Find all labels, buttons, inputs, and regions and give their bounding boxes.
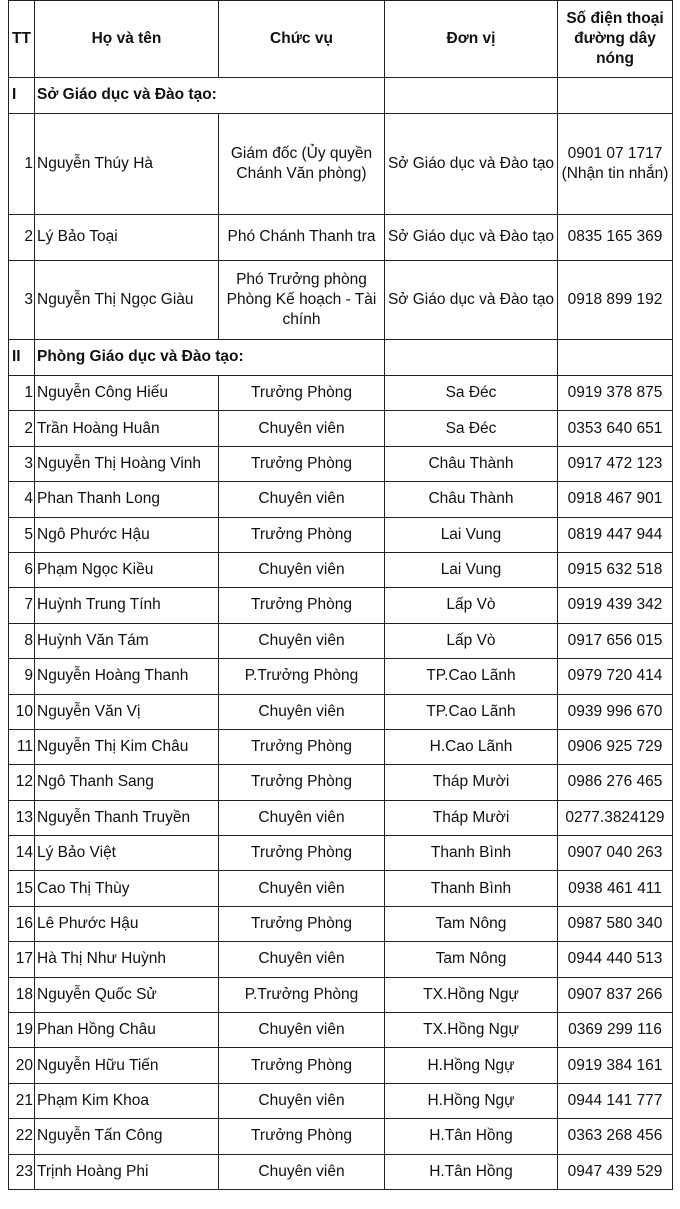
row-position: Chuyên viên — [219, 694, 385, 729]
row-tt: 23 — [9, 1154, 35, 1189]
row-phone: 0277.3824129 — [558, 800, 673, 835]
row-tt: 1 — [9, 376, 35, 411]
header-name: Họ và tên — [35, 1, 219, 78]
row-name: Nguyễn Thị Kim Châu — [35, 729, 219, 764]
table-row — [9, 836, 673, 871]
row-unit: Sở Giáo dục và Đào tạo — [385, 114, 558, 215]
row-name: Lý Bảo Toại — [35, 215, 219, 261]
table-row — [9, 729, 673, 764]
row-tt: 3 — [9, 261, 35, 340]
section-row-1 — [9, 78, 673, 114]
row-position: Trưởng Phòng — [219, 588, 385, 623]
row-unit: Tháp Mười — [385, 765, 558, 800]
table-row — [9, 906, 673, 941]
row-tt: 5 — [9, 517, 35, 552]
row-position: Trưởng Phòng — [219, 1119, 385, 1154]
row-position: P.Trưởng Phòng — [219, 659, 385, 694]
row-position: Chuyên viên — [219, 942, 385, 977]
empty-cell — [385, 340, 558, 376]
row-tt: 18 — [9, 977, 35, 1012]
row-phone: 0363 268 456 — [558, 1119, 673, 1154]
row-phone: 0919 384 161 — [558, 1048, 673, 1083]
row-position: Trưởng Phòng — [219, 446, 385, 481]
row-unit: TX.Hồng Ngự — [385, 977, 558, 1012]
row-tt: 20 — [9, 1048, 35, 1083]
table-row — [9, 1154, 673, 1189]
row-tt: 1 — [9, 114, 35, 215]
row-unit: Lai Vung — [385, 552, 558, 587]
row-phone: 0901 07 1717 (Nhận tin nhắn) — [558, 114, 673, 215]
row-name: Huỳnh Văn Tám — [35, 623, 219, 658]
row-position: Chuyên viên — [219, 411, 385, 446]
row-position: Chuyên viên — [219, 871, 385, 906]
row-tt: 21 — [9, 1083, 35, 1118]
table-row — [9, 411, 673, 446]
row-name: Phạm Kim Khoa — [35, 1083, 219, 1118]
row-name: Nguyễn Thị Ngọc Giàu — [35, 261, 219, 340]
row-phone: 0369 299 116 — [558, 1013, 673, 1048]
table-row — [9, 215, 673, 261]
table-row — [9, 376, 673, 411]
row-tt: 9 — [9, 659, 35, 694]
row-position: Phó Trưởng phòng Phòng Kế hoạch - Tài chính — [219, 261, 385, 340]
header-row — [9, 1, 673, 78]
row-position: Chuyên viên — [219, 482, 385, 517]
row-phone: 0353 640 651 — [558, 411, 673, 446]
row-name: Phan Hồng Châu — [35, 1013, 219, 1048]
row-unit: H.Hồng Ngự — [385, 1048, 558, 1083]
row-tt: 3 — [9, 446, 35, 481]
table-row — [9, 977, 673, 1012]
table-row — [9, 1048, 673, 1083]
row-phone: 0907 040 263 — [558, 836, 673, 871]
row-unit: Sa Đéc — [385, 411, 558, 446]
row-name: Nguyễn Công Hiếu — [35, 376, 219, 411]
row-tt: 22 — [9, 1119, 35, 1154]
table-row — [9, 261, 673, 340]
row-phone: 0917 472 123 — [558, 446, 673, 481]
row-tt: 8 — [9, 623, 35, 658]
row-unit: Châu Thành — [385, 446, 558, 481]
row-position: Chuyên viên — [219, 623, 385, 658]
table-row — [9, 942, 673, 977]
row-name: Phạm Ngọc Kiều — [35, 552, 219, 587]
table-row — [9, 659, 673, 694]
row-tt: 2 — [9, 215, 35, 261]
row-tt: 10 — [9, 694, 35, 729]
row-unit: Sở Giáo dục và Đào tạo — [385, 215, 558, 261]
table-row — [9, 552, 673, 587]
row-tt: 11 — [9, 729, 35, 764]
row-name: Nguyễn Thanh Truyền — [35, 800, 219, 835]
row-name: Ngô Thanh Sang — [35, 765, 219, 800]
row-phone: 0919 378 875 — [558, 376, 673, 411]
empty-cell — [558, 78, 673, 114]
row-position: Chuyên viên — [219, 800, 385, 835]
row-name: Ngô Phước Hậu — [35, 517, 219, 552]
row-phone: 0986 276 465 — [558, 765, 673, 800]
row-name: Nguyễn Hoàng Thanh — [35, 659, 219, 694]
row-phone: 0944 440 513 — [558, 942, 673, 977]
row-name: Nguyễn Thúy Hà — [35, 114, 219, 215]
row-phone: 0919 439 342 — [558, 588, 673, 623]
row-position: Giám đốc (Ủy quyền Chánh Văn phòng) — [219, 114, 385, 215]
header-tt: TT — [9, 1, 35, 78]
row-position: Chuyên viên — [219, 552, 385, 587]
row-unit: Tháp Mười — [385, 800, 558, 835]
section-title: Phòng Giáo dục và Đào tạo: — [35, 340, 385, 376]
row-position: Chuyên viên — [219, 1083, 385, 1118]
table-row — [9, 623, 673, 658]
row-tt: 6 — [9, 552, 35, 587]
row-tt: 4 — [9, 482, 35, 517]
row-name: Nguyễn Hữu Tiến — [35, 1048, 219, 1083]
row-phone: 0917 656 015 — [558, 623, 673, 658]
row-position: P.Trưởng Phòng — [219, 977, 385, 1012]
row-name: Lý Bảo Việt — [35, 836, 219, 871]
row-phone: 0907 837 266 — [558, 977, 673, 1012]
row-phone: 0906 925 729 — [558, 729, 673, 764]
row-name: Hà Thị Như Huỳnh — [35, 942, 219, 977]
section-number: I — [9, 78, 35, 114]
row-name: Nguyễn Tấn Công — [35, 1119, 219, 1154]
table-row — [9, 114, 673, 215]
row-unit: Thanh Bình — [385, 871, 558, 906]
table-row — [9, 1119, 673, 1154]
hotline-table — [8, 0, 673, 1190]
row-position: Trưởng Phòng — [219, 765, 385, 800]
row-tt: 2 — [9, 411, 35, 446]
row-name: Trần Hoàng Huân — [35, 411, 219, 446]
row-name: Trịnh Hoàng Phi — [35, 1154, 219, 1189]
table-row — [9, 588, 673, 623]
table-row — [9, 765, 673, 800]
header-unit: Đơn vị — [385, 1, 558, 78]
table-row — [9, 871, 673, 906]
row-name: Cao Thị Thùy — [35, 871, 219, 906]
row-unit: Lai Vung — [385, 517, 558, 552]
table-row — [9, 800, 673, 835]
table-row — [9, 1013, 673, 1048]
table-row — [9, 694, 673, 729]
row-unit: Châu Thành — [385, 482, 558, 517]
row-position: Trưởng Phòng — [219, 517, 385, 552]
row-phone: 0918 467 901 — [558, 482, 673, 517]
row-phone: 0947 439 529 — [558, 1154, 673, 1189]
row-unit: Lấp Vò — [385, 623, 558, 658]
row-unit: Thanh Bình — [385, 836, 558, 871]
table-row — [9, 446, 673, 481]
table-row — [9, 482, 673, 517]
row-name: Nguyễn Văn Vị — [35, 694, 219, 729]
row-phone: 0938 461 411 — [558, 871, 673, 906]
row-unit: H.Tân Hồng — [385, 1154, 558, 1189]
section2-body — [9, 376, 673, 1190]
empty-cell — [558, 340, 673, 376]
row-tt: 16 — [9, 906, 35, 941]
section-title: Sở Giáo dục và Đào tạo: — [35, 78, 385, 114]
row-name: Huỳnh Trung Tính — [35, 588, 219, 623]
row-name: Lê Phước Hậu — [35, 906, 219, 941]
row-name: Nguyễn Quốc Sử — [35, 977, 219, 1012]
row-phone: 0979 720 414 — [558, 659, 673, 694]
row-tt: 13 — [9, 800, 35, 835]
row-tt: 19 — [9, 1013, 35, 1048]
row-tt: 14 — [9, 836, 35, 871]
row-position: Chuyên viên — [219, 1154, 385, 1189]
header-phone: Số điện thoại đường dây nóng — [558, 1, 673, 78]
row-unit: H.Cao Lãnh — [385, 729, 558, 764]
row-unit: H.Tân Hồng — [385, 1119, 558, 1154]
row-unit: Sa Đéc — [385, 376, 558, 411]
row-unit: Tam Nông — [385, 942, 558, 977]
row-phone: 0835 165 369 — [558, 215, 673, 261]
row-name: Nguyễn Thị Hoàng Vinh — [35, 446, 219, 481]
row-phone: 0987 580 340 — [558, 906, 673, 941]
row-position: Trưởng Phòng — [219, 1048, 385, 1083]
row-unit: Tam Nông — [385, 906, 558, 941]
row-position: Phó Chánh Thanh tra — [219, 215, 385, 261]
row-phone: 0915 632 518 — [558, 552, 673, 587]
row-tt: 7 — [9, 588, 35, 623]
row-unit: Lấp Vò — [385, 588, 558, 623]
row-unit: TP.Cao Lãnh — [385, 694, 558, 729]
row-tt: 15 — [9, 871, 35, 906]
row-unit: TP.Cao Lãnh — [385, 659, 558, 694]
row-phone: 0944 141 777 — [558, 1083, 673, 1118]
row-tt: 12 — [9, 765, 35, 800]
table-row — [9, 1083, 673, 1118]
row-name: Phan Thanh Long — [35, 482, 219, 517]
row-phone: 0819 447 944 — [558, 517, 673, 552]
row-unit: H.Hồng Ngự — [385, 1083, 558, 1118]
row-position: Trưởng Phòng — [219, 729, 385, 764]
section-row-2 — [9, 340, 673, 376]
table-row — [9, 517, 673, 552]
row-phone: 0918 899 192 — [558, 261, 673, 340]
row-position: Chuyên viên — [219, 1013, 385, 1048]
row-position: Trưởng Phòng — [219, 906, 385, 941]
section-number: II — [9, 340, 35, 376]
row-unit: Sở Giáo dục và Đào tạo — [385, 261, 558, 340]
row-phone: 0939 996 670 — [558, 694, 673, 729]
header-position: Chức vụ — [219, 1, 385, 78]
row-position: Trưởng Phòng — [219, 376, 385, 411]
row-unit: TX.Hồng Ngự — [385, 1013, 558, 1048]
empty-cell — [385, 78, 558, 114]
row-position: Trưởng Phòng — [219, 836, 385, 871]
row-tt: 17 — [9, 942, 35, 977]
